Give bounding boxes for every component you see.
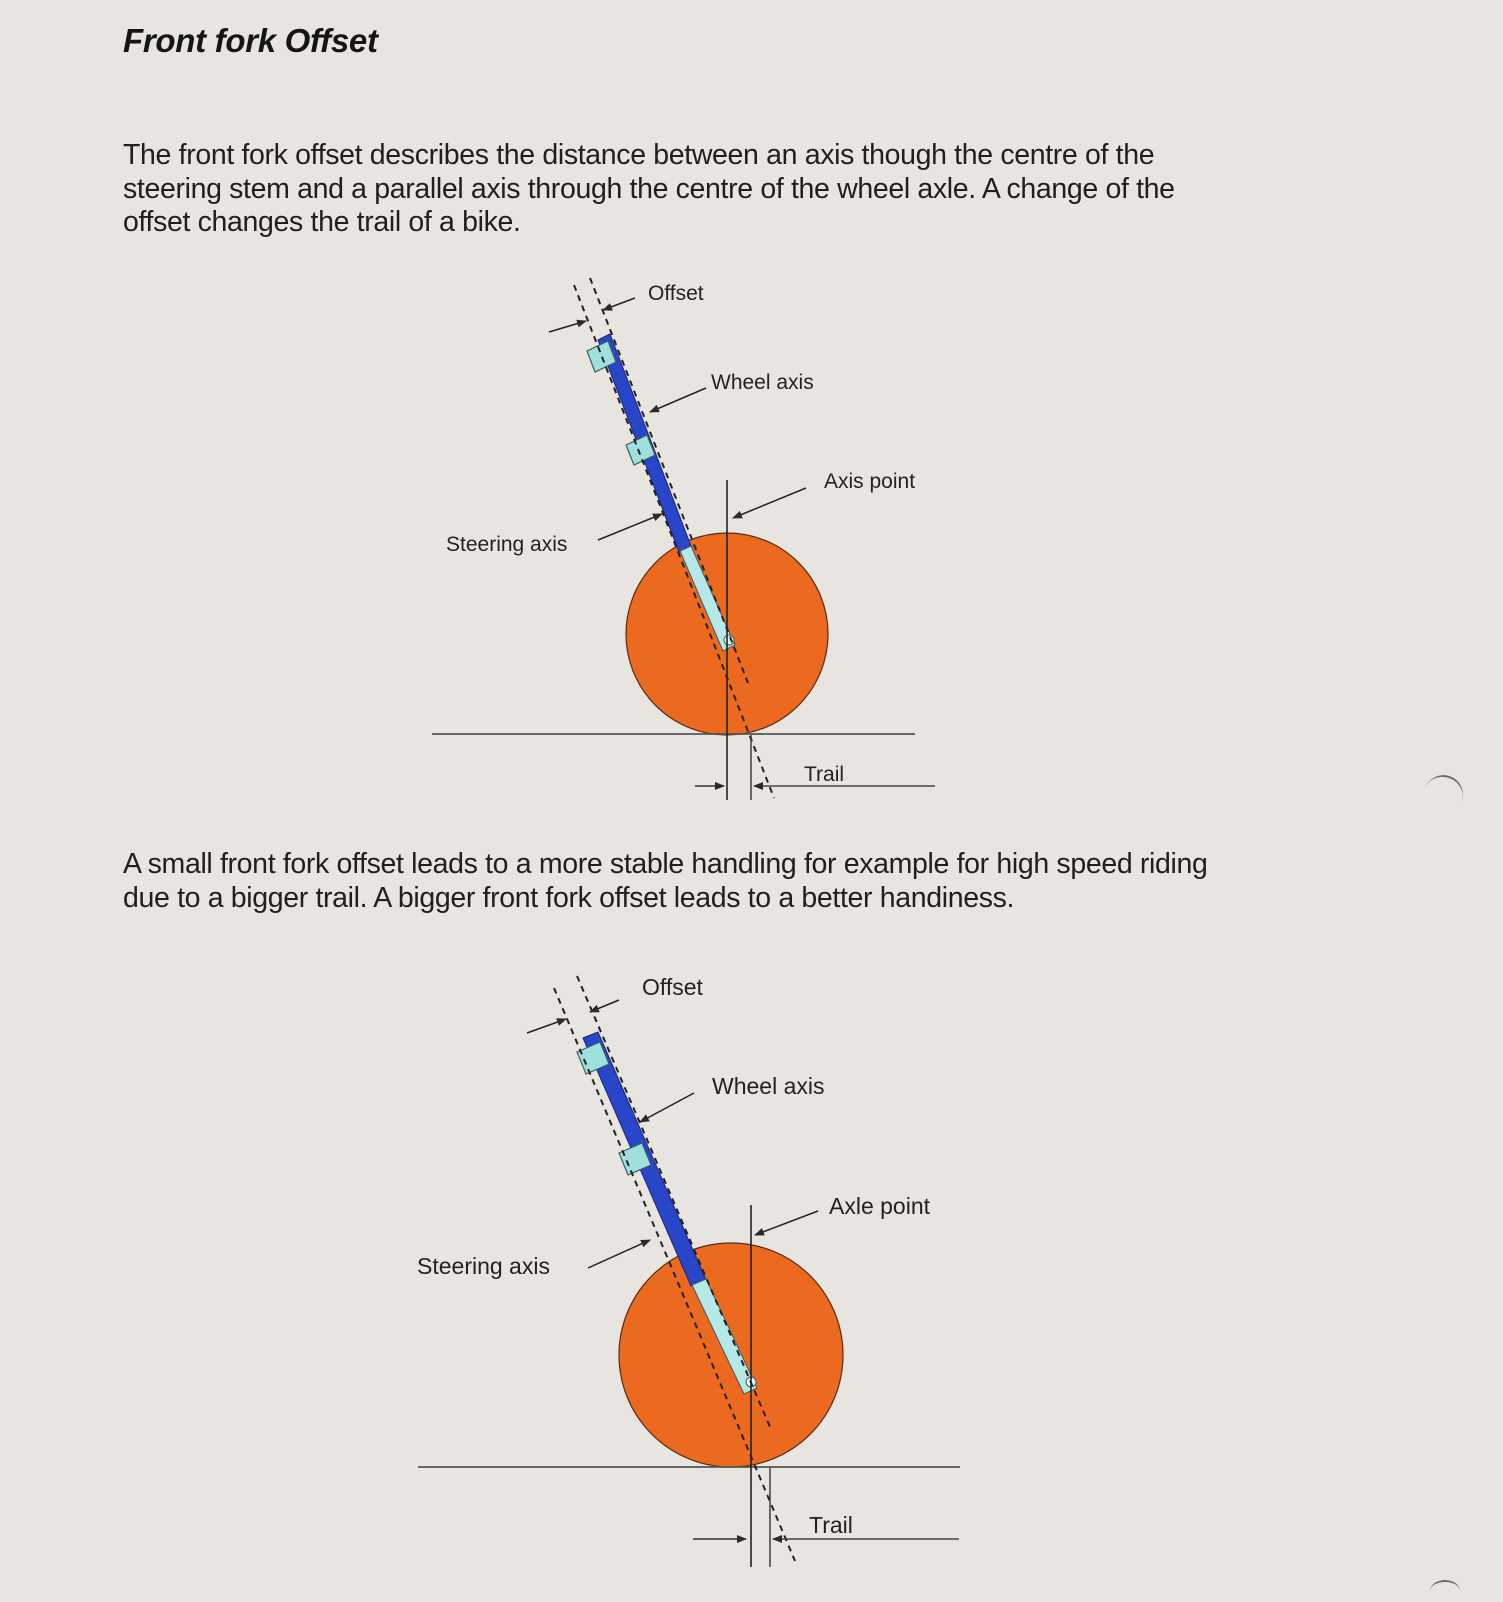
offset-arrow-right <box>603 298 635 310</box>
wheel-axis-label: Wheel axis <box>711 371 814 394</box>
trail-label: Trail <box>809 1512 853 1538</box>
wheel-axis-arrow <box>650 388 706 412</box>
diagram-large-trail <box>432 278 935 800</box>
wheel-axis-label: Wheel axis <box>712 1073 825 1099</box>
steering-axis-arrow <box>588 1240 650 1268</box>
axis-point-label: Axis point <box>824 470 916 493</box>
offset-arrow-left <box>549 321 586 332</box>
offset-label: Offset <box>642 974 703 1000</box>
wheel-axis-arrow <box>640 1093 694 1122</box>
axis-point-arrow <box>755 1211 818 1235</box>
steering-axis-label: Steering axis <box>446 533 568 556</box>
trail-label: Trail <box>804 763 845 786</box>
offset-arrow-left <box>527 1019 566 1033</box>
axis-point-arrow <box>733 488 806 518</box>
axle-point <box>724 635 734 645</box>
diagram-small-trail <box>417 974 960 1567</box>
offset-arrow-right <box>590 1000 619 1012</box>
steering-axis-arrow <box>598 514 662 540</box>
axle-point-label: Axle point <box>829 1193 931 1219</box>
offset-label: Offset <box>648 282 704 305</box>
handling-paragraph: A small front fork offset leads to a more stable handling for example for high speed riding due to a bigger trail. A bigger front fork offset leads to a better handiness. <box>123 848 1208 914</box>
intro-paragraph: The front fork offset describes the distance between an axis though the centre of the steering stem and a parallel axis through the centre of the wheel axle. A change of the offset changes the trail of a bike. <box>123 139 1175 238</box>
scan-mark-decoration <box>1430 1580 1460 1602</box>
page-title: Front fork Offset <box>123 22 378 59</box>
steering-axis-label: Steering axis <box>417 1253 550 1279</box>
